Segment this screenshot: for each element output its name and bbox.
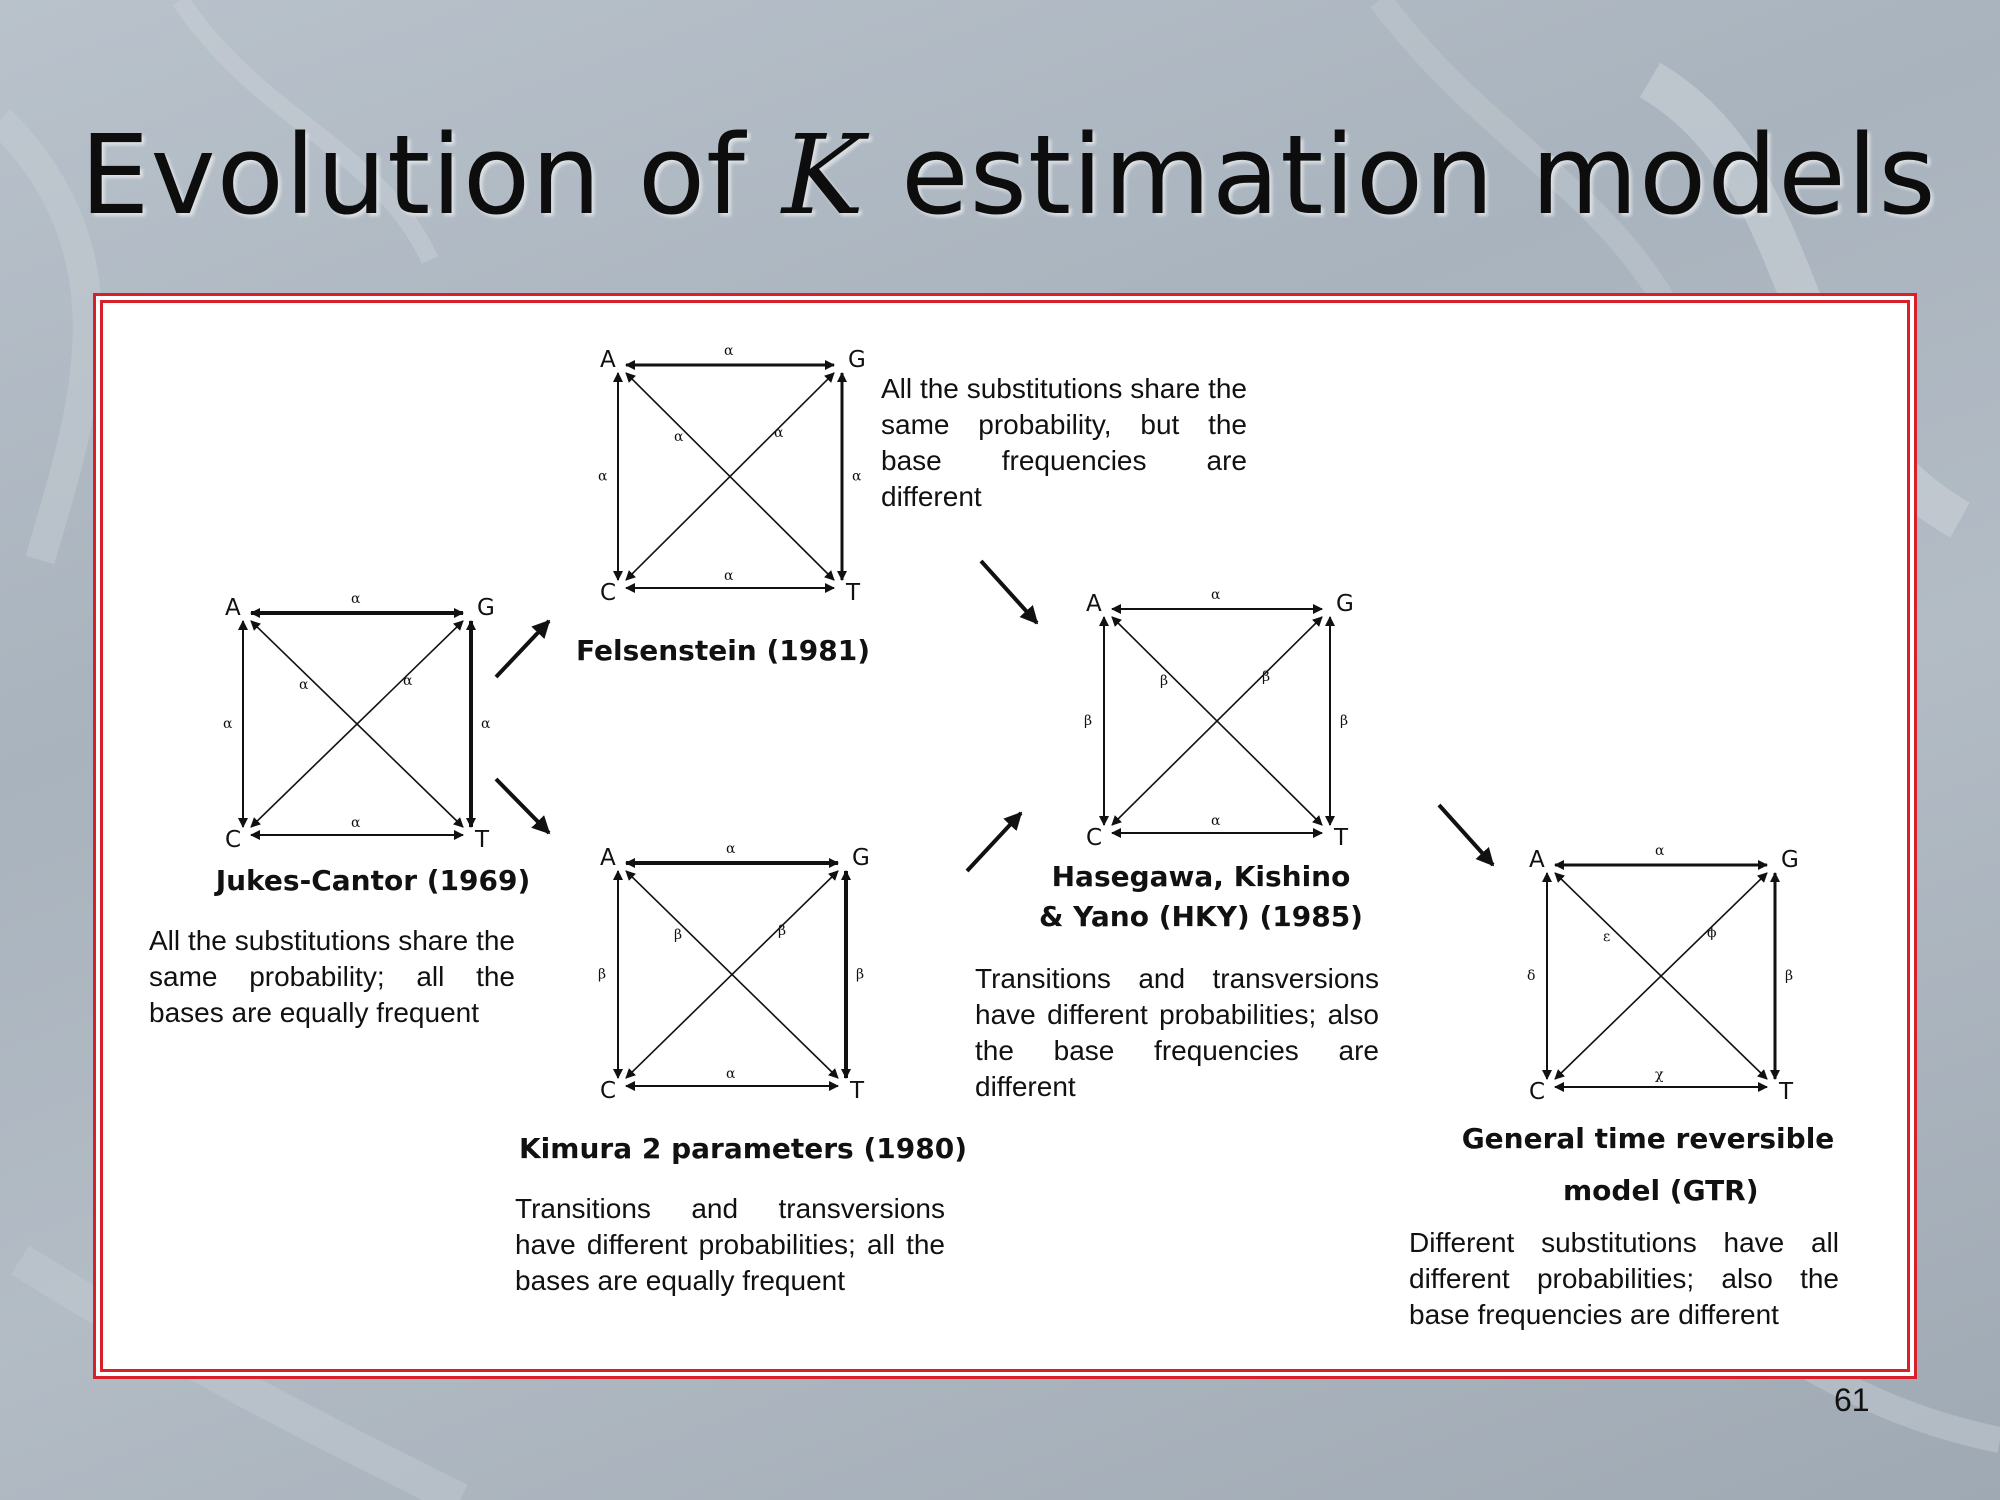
title-variable-k: K (781, 111, 866, 239)
jc-node-t: T (475, 827, 490, 853)
hky-param-ag: α (1211, 587, 1221, 603)
k2p-node-c: C (600, 1078, 617, 1104)
k2p-param-ct: α (726, 1066, 736, 1082)
arrow-f81-to-hky (981, 561, 1037, 623)
k2p-model-name: Kimura 2 parameters (1980) (518, 1132, 968, 1165)
jc-description: All the substitutions share the same probability; all the bases are equally frequent (149, 925, 515, 1028)
page-number: 61 (1834, 1382, 1870, 1418)
hky-node-c: C (1086, 825, 1103, 851)
arrow-hky-to-gtr (1439, 805, 1493, 865)
jc-param-ag: α (351, 591, 361, 607)
k2p-param-ac: β (598, 966, 607, 983)
k2p-substitution-square (598, 841, 870, 1104)
f81-model-name: Felsenstein (1981) (575, 634, 871, 667)
gtr-node-a: A (1529, 847, 1545, 873)
gtr-substitution-square (1527, 843, 1799, 1105)
f81-param-ag: α (724, 343, 734, 359)
k2p-description: Transitions and transversions have different probabilities; all the bases are equally frequent (515, 1193, 945, 1296)
hky-param-gt: β (1340, 713, 1349, 729)
gtr-node-g: G (1781, 847, 1799, 873)
hky-substitution-square (1084, 587, 1354, 851)
gtr-model-name-line1: General time reversible (1461, 1122, 1835, 1155)
figure-frame (100, 300, 1910, 1372)
hky-model-name-line1: Hasegawa, Kishino (1051, 860, 1351, 893)
jc-param-gc: α (403, 673, 413, 689)
k2p-param-ag: α (726, 841, 736, 857)
gtr-description: Different substitutions have all different probabilities; also the base frequencies are different (1409, 1227, 1839, 1330)
k2p-node-g: G (852, 845, 870, 871)
gtr-node-t: T (1779, 1079, 1794, 1105)
hky-param-at: β (1160, 673, 1169, 689)
hky-param-ac: β (1084, 713, 1093, 729)
gtr-param-ct: χ (1655, 1067, 1664, 1083)
f81-description: All the substitutions share the same probability, but the base frequencies are different (881, 373, 1247, 512)
hky-node-a: A (1086, 591, 1102, 617)
k2p-param-gt: β (856, 966, 865, 983)
gtr-param-ac: δ (1527, 968, 1536, 984)
slide-title (80, 111, 1937, 239)
title-prefix: Evolution of (80, 111, 782, 239)
jc-node-g: G (477, 595, 495, 621)
f81-node-g: G (848, 347, 866, 373)
f81-substitution-square (598, 343, 866, 606)
hky-model-name-line2: & Yano (HKY) (1985) (1039, 900, 1363, 933)
jc-param-at: α (299, 677, 309, 693)
jc-substitution-square (223, 591, 495, 853)
hky-description: Transitions and transversions have different probabilities; also the base frequencies are different (975, 963, 1379, 1102)
f81-param-gt: α (852, 468, 862, 485)
k2p-param-at: β (674, 927, 683, 943)
jc-param-ac: α (223, 716, 233, 732)
arrow-jc-to-f81 (496, 621, 549, 677)
f81-param-gc: α (774, 425, 784, 441)
f81-node-c: C (600, 580, 617, 606)
title-suffix: estimation models (865, 111, 1937, 239)
f81-param-ct: α (724, 568, 734, 584)
k2p-param-gc: β (778, 923, 787, 939)
gtr-model-name-line2: model (GTR) (1563, 1174, 1759, 1207)
hky-param-ct: α (1211, 813, 1221, 829)
k2p-node-t: T (850, 1078, 865, 1104)
jc-param-gt: α (481, 716, 491, 732)
jc-node-c: C (225, 827, 242, 853)
gtr-param-gt: β (1785, 968, 1794, 984)
f81-node-a: A (600, 347, 616, 373)
jc-node-a: A (225, 595, 241, 621)
k2p-node-a: A (600, 845, 616, 871)
f81-node-t: T (846, 580, 861, 606)
gtr-param-gc: ϕ (1707, 925, 1717, 941)
gtr-node-c: C (1529, 1079, 1546, 1105)
f81-param-ac: α (598, 468, 608, 485)
arrow-jc-to-k2p (496, 779, 549, 833)
jc-param-ct: α (351, 815, 361, 831)
hky-node-t: T (1334, 825, 1349, 851)
hky-param-gc: β (1262, 669, 1271, 685)
hky-node-g: G (1336, 591, 1354, 617)
gtr-param-at: ε (1603, 929, 1611, 945)
f81-param-at: α (674, 429, 684, 445)
gtr-param-ag: α (1655, 843, 1665, 859)
arrow-k2p-to-hky (967, 813, 1021, 871)
jc-model-name: Jukes-Cantor (1969) (215, 864, 531, 897)
